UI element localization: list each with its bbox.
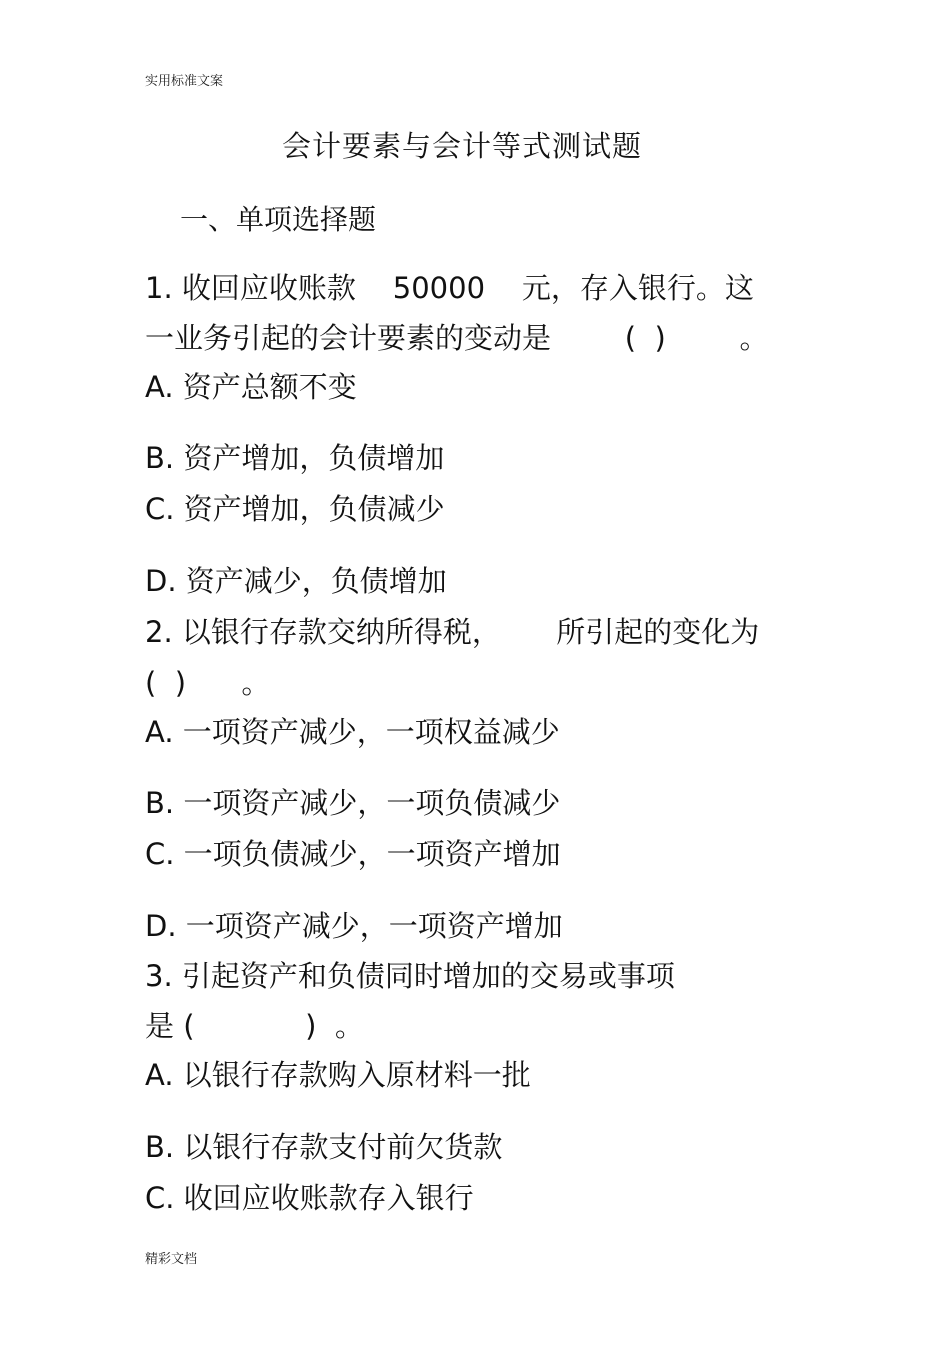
question-1-option-c: C. 资产增加，负债减少 [145,492,445,526]
header-note: 实用标准文案 [145,74,224,89]
question-1-option-a: A. 资产总额不变 [145,370,357,404]
page-title: 会计要素与会计等式测试题 [282,129,643,163]
question-2-option-d: D. 一项资产减少，一项资产增加 [145,909,563,943]
question-2-option-c: C. 一项负债减少，一项资产增加 [145,837,561,871]
question-3-option-b: B. 以银行存款支付前欠货款 [145,1130,503,1164]
question-3-stem-line-2: 是 ( ) 。 [145,1009,364,1043]
footer-note: 精彩文档 [145,1252,198,1267]
question-2-stem-line-2: ( ) 。 [145,666,271,700]
section-heading: 一、单项选择题 [180,203,377,236]
question-2-stem-line-1: 2. 以银行存款交纳所得税， 所引起的变化为 [145,615,760,649]
question-1-option-d: D. 资产减少，负债增加 [145,564,447,598]
question-1-option-b: B. 资产增加，负债增加 [145,441,445,475]
question-2-option-a: A. 一项资产减少，一项权益减少 [145,715,560,749]
question-3-option-a: A. 以银行存款购入原材料一批 [145,1058,531,1092]
question-1-stem-line-2: 一业务引起的会计要素的变动是 ( ) 。 [145,321,769,355]
question-3-option-c: C. 收回应收账款存入银行 [145,1181,474,1215]
question-1-stem-line-1: 1. 收回应收账款 50000 元，存入银行。这 [145,271,754,305]
question-2-option-b: B. 一项资产减少，一项负债减少 [145,786,561,820]
question-3-stem-line-1: 3. 引起资产和负债同时增加的交易或事项 [145,959,675,993]
